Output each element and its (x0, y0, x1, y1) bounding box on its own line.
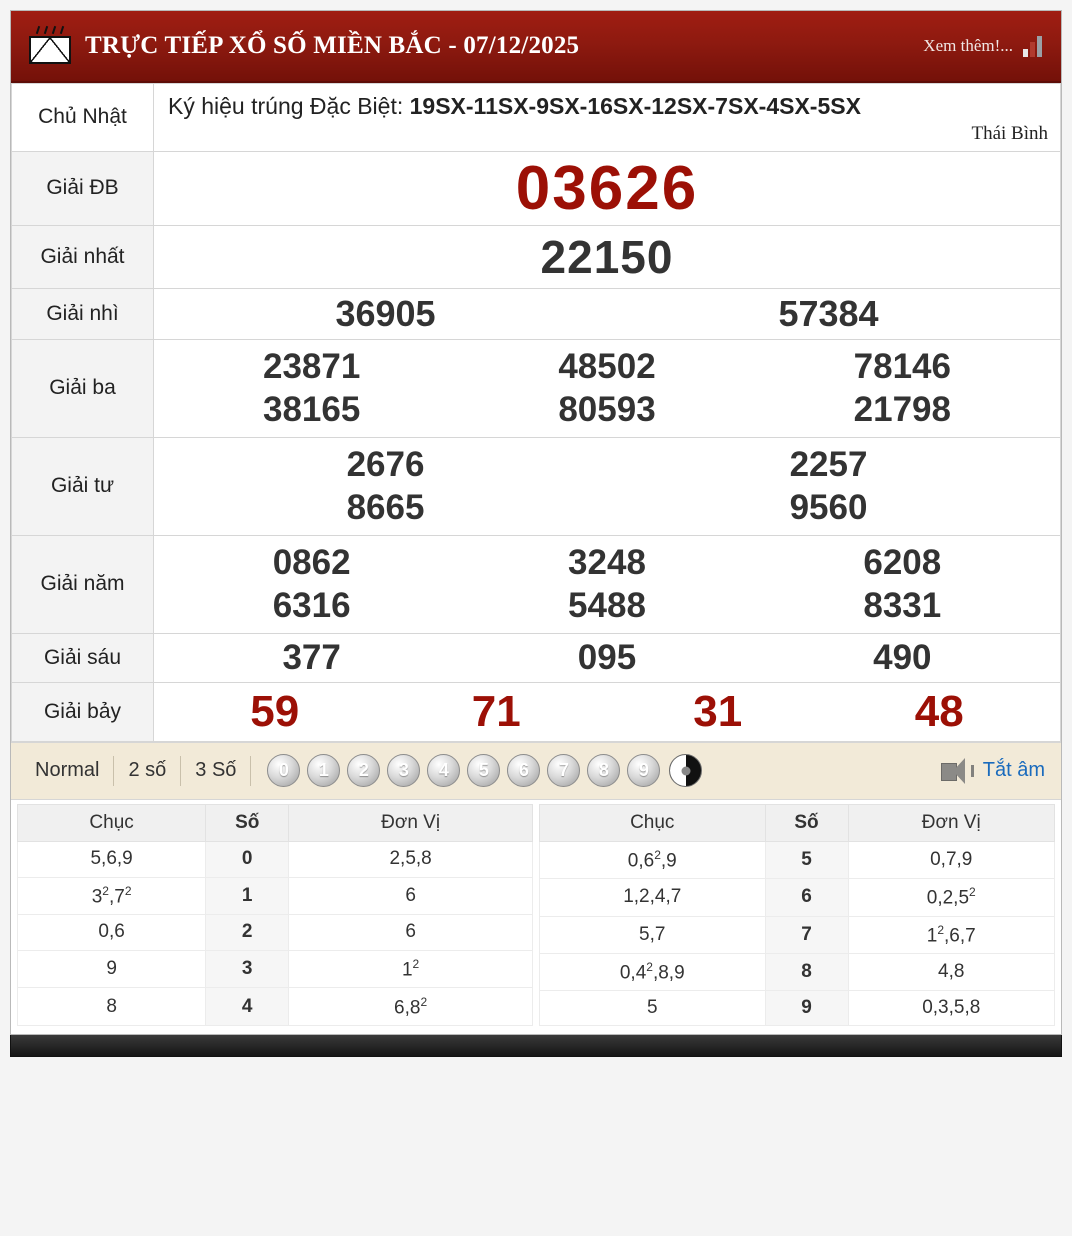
digit-ball-5[interactable]: 5 (467, 754, 500, 787)
prize-number: 36905 (335, 292, 436, 334)
prize-number: 21798 (853, 389, 951, 429)
prize-values-6 (154, 633, 1061, 682)
prize-number: 8665 (346, 487, 425, 527)
stats-table-right (539, 804, 1055, 1026)
table-row (18, 842, 533, 877)
prize-number: 0862 (272, 542, 351, 582)
stats-number: 7 (765, 916, 848, 953)
prize-row-4 (12, 437, 1061, 535)
toolbar (11, 742, 1061, 800)
stats-number: 8 (765, 953, 848, 990)
see-more-link[interactable]: Xem thêm!... (923, 36, 1013, 55)
lottery-window (10, 10, 1062, 1035)
yinyang-icon[interactable] (669, 754, 702, 787)
prize-number: 48 (914, 686, 964, 736)
prize-row-7 (12, 682, 1061, 741)
prize-number: 23871 (263, 346, 361, 386)
prize-number: 3248 (568, 542, 646, 582)
stats-tens: $3^2,7^2$ (18, 877, 206, 915)
results-header-row (12, 84, 1061, 152)
digit-ball-9[interactable]: 9 (627, 754, 660, 787)
prize-values-2 (154, 288, 1061, 339)
prize-number: 59 (250, 686, 300, 736)
stats-header-number: Số (206, 804, 289, 841)
title-bar-right (923, 33, 1047, 59)
prize-label-db: Giải ĐB (12, 151, 154, 225)
prize-row-db (12, 151, 1061, 225)
prize-number: 490 (873, 637, 932, 677)
speaker-icon[interactable] (939, 757, 975, 785)
prize-number: 095 (577, 637, 637, 677)
digit-ball-4[interactable]: 4 (427, 754, 460, 787)
prize-label-3: Giải ba (12, 339, 154, 437)
prize-values-7 (154, 682, 1061, 741)
ky-hieu-value: 19SX-11SX-9SX-16SX-12SX-7SX-4SX-5SX (409, 93, 861, 119)
day-label: Chủ Nhật (12, 84, 154, 152)
prize-label-2: Giải nhì (12, 288, 154, 339)
prize-number: 71 (471, 686, 521, 736)
prize-number: 6316 (272, 585, 351, 625)
digit-ball-1[interactable]: 1 (307, 754, 340, 787)
prize-row-2 (12, 288, 1061, 339)
prize-label-1: Giải nhất (12, 225, 154, 288)
stats-tens: $0,4^2,8,9$ (540, 953, 766, 990)
mail-icon (25, 26, 75, 66)
prize-values-4 (154, 437, 1061, 535)
digit-ball-0[interactable]: 0 (267, 754, 300, 787)
stats-number: 9 (765, 991, 848, 1026)
chart-icon[interactable] (1021, 33, 1047, 59)
stats-units: 0,2,5$^2$ (848, 879, 1055, 916)
prize-row-5 (12, 535, 1061, 633)
table-row (540, 841, 1055, 878)
prize-number: 5488 (568, 585, 646, 625)
table-row (18, 877, 533, 915)
prize-row-6 (12, 633, 1061, 682)
stats-units: 6 (289, 877, 533, 915)
digit-ball-group (267, 754, 702, 787)
stats-units: 6 (289, 915, 533, 950)
table-row (18, 950, 533, 988)
results-table (11, 83, 1061, 742)
stats-header-tens: Chục (18, 804, 206, 841)
prize-number: 8331 (863, 585, 942, 625)
stats-tens: 5 (540, 991, 766, 1026)
stats-header-number: Số (765, 804, 848, 841)
stats-units: $1^2,6,7$ (848, 916, 1055, 953)
page-title: TRỰC TIẾP XỔ SỐ MIỀN BẮC - 07/12/2025 (85, 32, 580, 59)
stats-panel (11, 800, 1061, 1034)
prize-number: 2257 (789, 444, 868, 484)
toolbar-divider (250, 756, 251, 786)
stats-number: 3 (206, 950, 289, 988)
stats-header-row (540, 804, 1055, 841)
prize-label-6: Giải sáu (12, 633, 154, 682)
stats-tens: 8 (18, 988, 206, 1026)
stats-number: 6 (765, 879, 848, 916)
prize-number: 78146 (853, 346, 951, 386)
stats-units: 0,3,5,8 (848, 991, 1055, 1026)
mode-normal-button[interactable]: Normal (35, 759, 100, 782)
prize-number: 9560 (789, 487, 868, 527)
stats-units: 0,7,9 (848, 841, 1055, 878)
stats-units: 2,5,8 (289, 842, 533, 877)
stats-header-units: Đơn Vị (848, 804, 1055, 841)
prize-number: 6208 (863, 542, 942, 582)
digit-ball-6[interactable]: 6 (507, 754, 540, 787)
prize-number: 48502 (558, 346, 656, 386)
prize-values-5 (154, 535, 1061, 633)
digit-ball-2[interactable]: 2 (347, 754, 380, 787)
stats-tens: $0,6^2,9$ (540, 841, 766, 878)
stats-number: 2 (206, 915, 289, 950)
province-label: Thái Bình (971, 122, 1048, 144)
filter-2-digits-button[interactable]: 2 số (128, 759, 167, 782)
prize-number: 31 (693, 686, 743, 736)
prize-number: 2676 (346, 444, 425, 484)
prize-number: 80593 (558, 389, 656, 429)
stats-tens: 5,7 (540, 916, 766, 953)
prize-values-1 (154, 225, 1061, 288)
stats-units: $6,8^2$ (289, 988, 533, 1026)
bottom-spacer (10, 1057, 1062, 1081)
digit-ball-3[interactable]: 3 (387, 754, 420, 787)
prize-values-db (154, 151, 1061, 225)
table-row (540, 879, 1055, 916)
table-row (18, 915, 533, 950)
mute-button[interactable]: Tắt âm (982, 759, 1045, 782)
prize-label-4: Giải tư (12, 437, 154, 535)
prize-number: 57384 (778, 292, 879, 334)
title-bar (11, 11, 1061, 83)
stats-units: $1^2$ (289, 950, 533, 988)
prize-number: 377 (282, 637, 341, 677)
stats-units: 4,8 (848, 953, 1055, 990)
stats-number: 4 (206, 988, 289, 1026)
table-row (540, 916, 1055, 953)
digit-ball-7[interactable]: 7 (547, 754, 580, 787)
stats-tens: 0,6 (18, 915, 206, 950)
stats-header-units: Đơn Vị (289, 804, 533, 841)
stats-header-row (18, 804, 533, 841)
prize-number: 03626 (515, 153, 699, 223)
prize-number: 38165 (263, 389, 361, 429)
prize-row-3 (12, 339, 1061, 437)
stats-number: 0 (206, 842, 289, 877)
window-footer-bar (10, 1035, 1062, 1057)
stats-number: 5 (765, 841, 848, 878)
prize-row-1 (12, 225, 1061, 288)
table-row (540, 953, 1055, 990)
prize-number: 22150 (540, 230, 674, 283)
prize-label-7: Giải bảy (12, 682, 154, 741)
stats-tens: 5,6,9 (18, 842, 206, 877)
toolbar-right (939, 757, 1051, 785)
ky-hieu-label: Ký hiệu trúng Đặc Biệt: (168, 93, 404, 119)
prize-label-5: Giải năm (12, 535, 154, 633)
stats-number: 1 (206, 877, 289, 915)
ky-hieu-cell (154, 84, 1061, 152)
stats-tens: 1,2,4,7 (540, 879, 766, 916)
table-row (540, 991, 1055, 1026)
digit-ball-8[interactable]: 8 (587, 754, 620, 787)
stats-table-left (17, 804, 533, 1026)
stats-header-tens: Chục (540, 804, 766, 841)
stats-tens: 9 (18, 950, 206, 988)
filter-3-digits-button[interactable]: 3 Số (195, 759, 237, 782)
table-row (18, 988, 533, 1026)
prize-values-3 (154, 339, 1061, 437)
ky-hieu-line (168, 92, 1048, 121)
